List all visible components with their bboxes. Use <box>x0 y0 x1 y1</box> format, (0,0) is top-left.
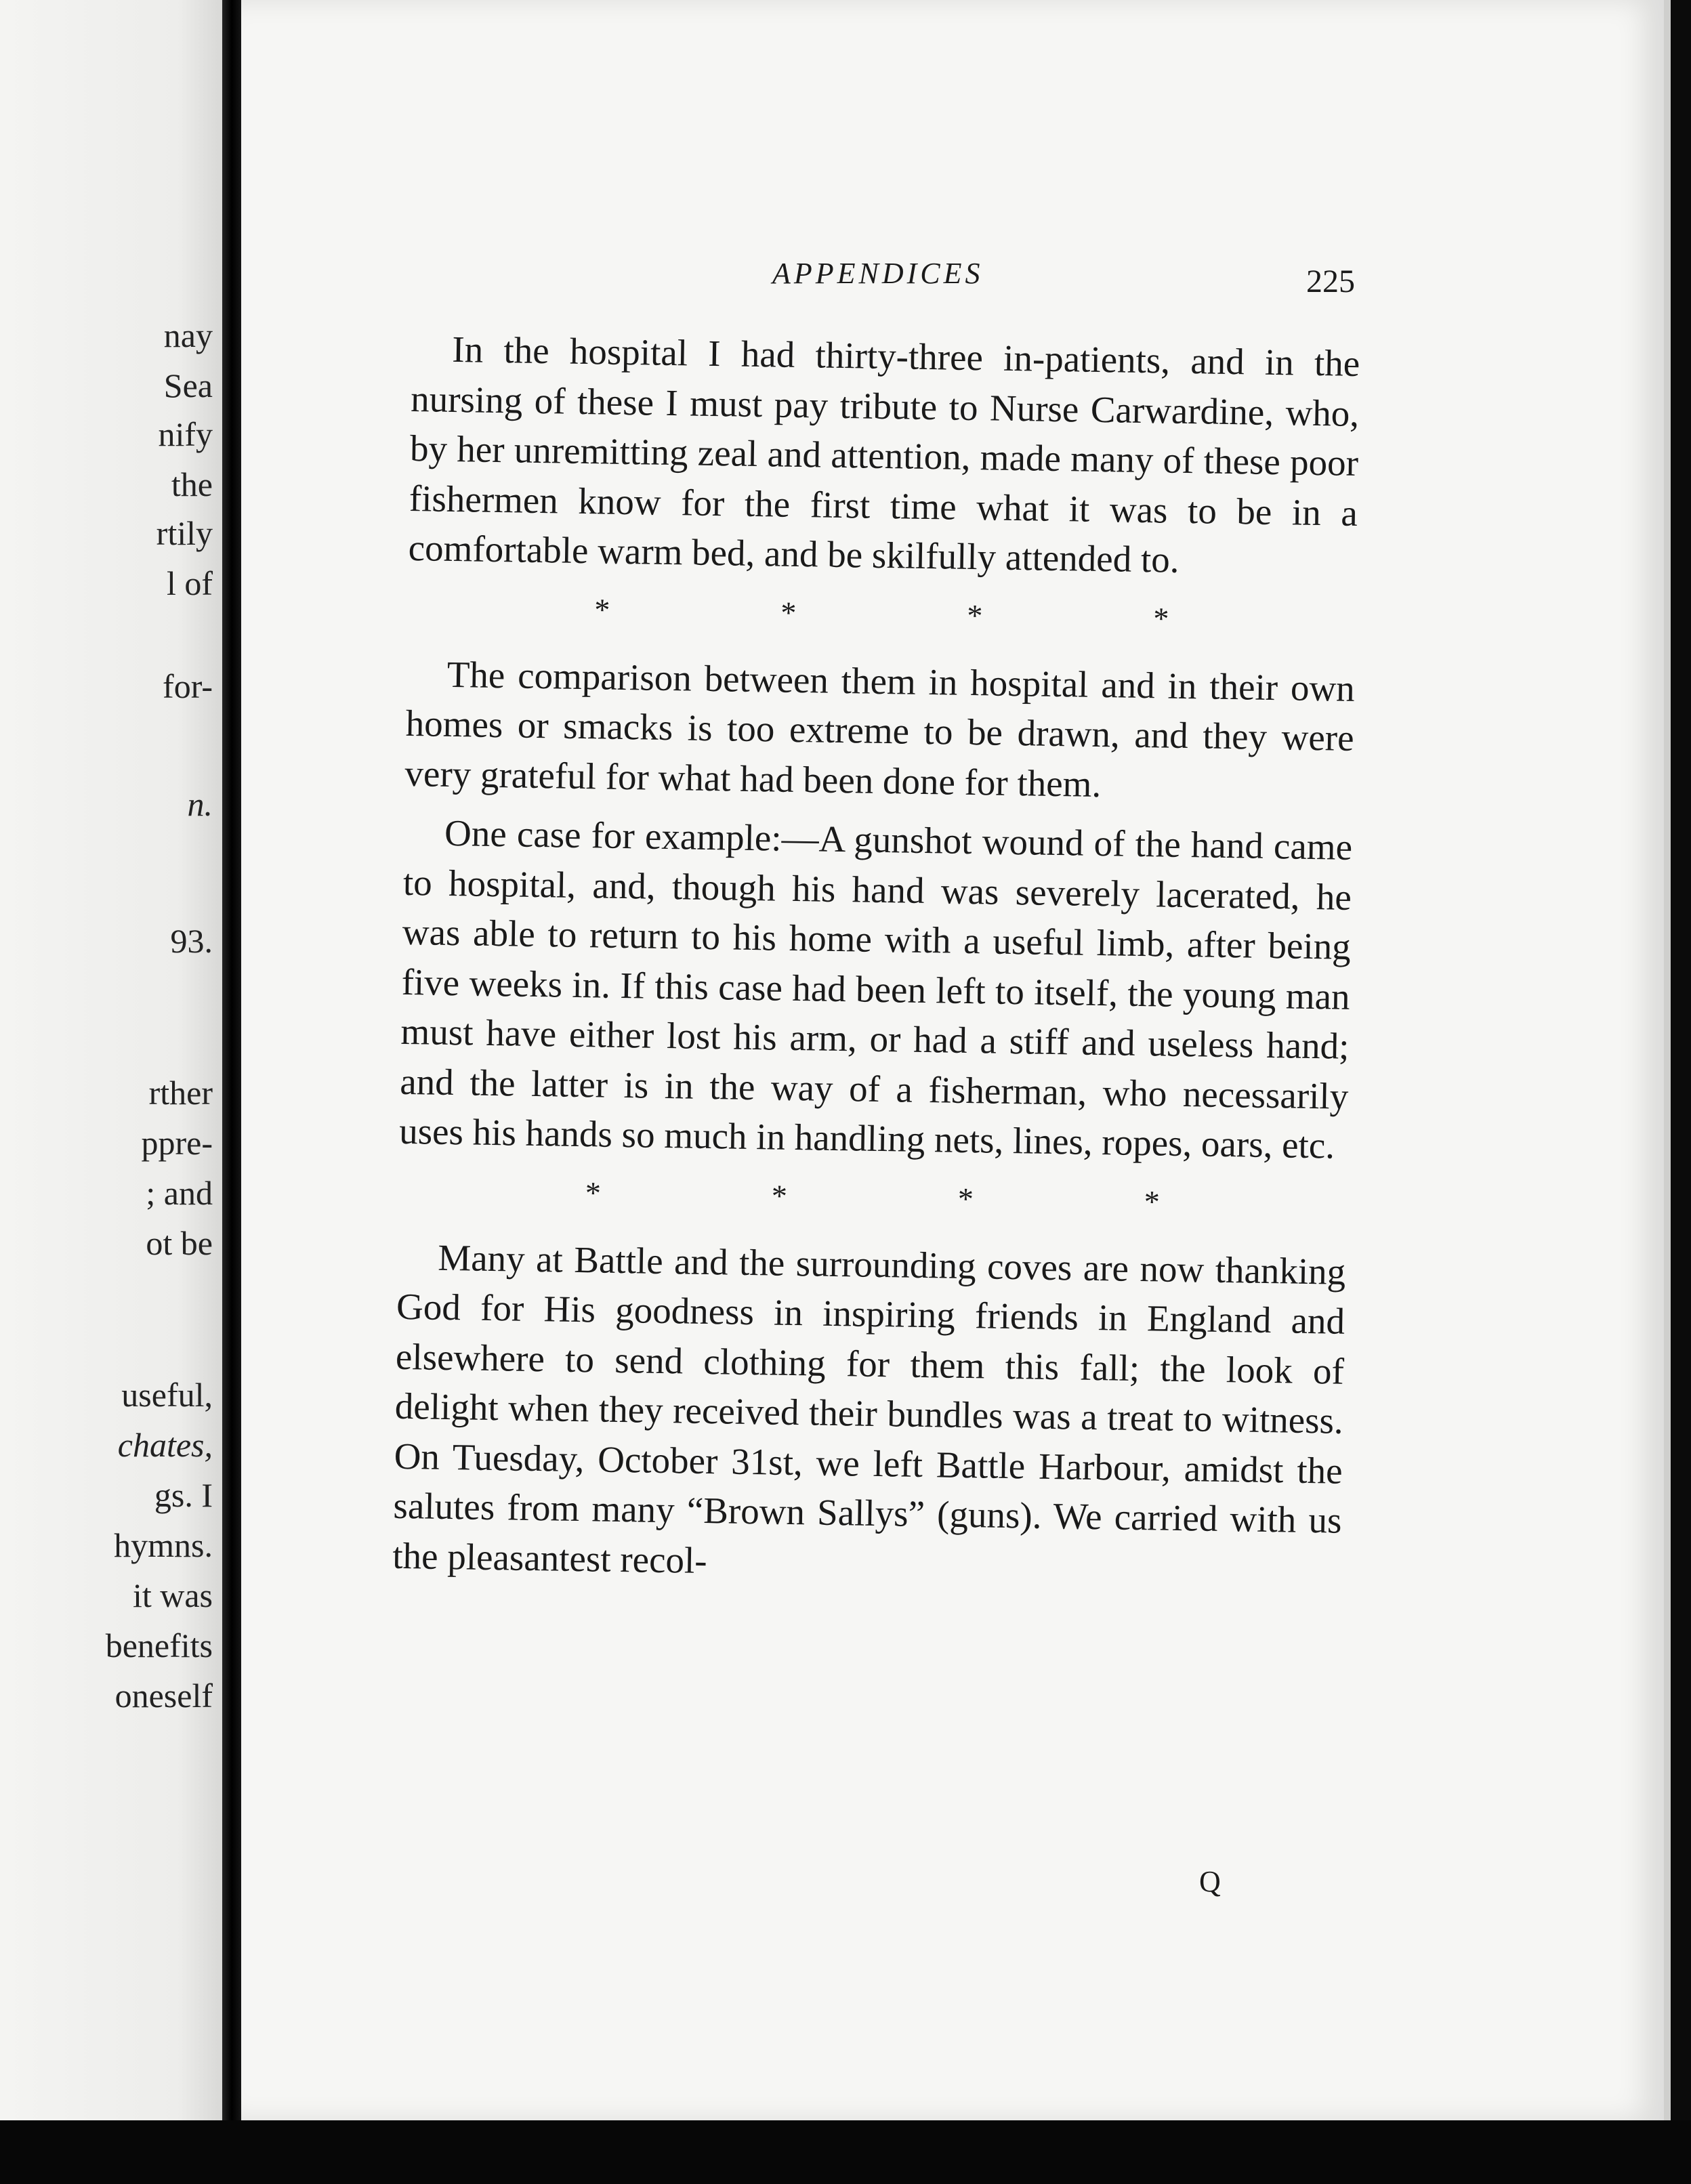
left-text-fragment: 93. <box>170 922 213 960</box>
book-gutter <box>222 0 241 2184</box>
left-text-fragment: l of <box>166 564 213 602</box>
left-text-fragment: for- <box>163 667 213 705</box>
left-text-fragment: ot be <box>146 1224 213 1262</box>
page-number: 225 <box>1306 264 1355 299</box>
section-separator <box>406 572 1356 663</box>
separator-star: * <box>594 591 610 627</box>
left-text-fragment: the <box>171 465 213 503</box>
page-body <box>392 324 1360 1595</box>
left-text-fragment: benefits <box>105 1626 213 1664</box>
separator-star: * <box>957 1181 974 1216</box>
separator-star: * <box>780 595 797 630</box>
left-text-fragment: it was <box>132 1576 213 1614</box>
left-text-fragment: ppre- <box>141 1124 213 1162</box>
body-paragraph: The comparison between them in hospital and in their own homes or smacks is too extreme to be drawn, and they were very grateful for what had been done for them. <box>404 653 1356 805</box>
left-text-fragment: nify <box>158 415 213 453</box>
left-text-fragment: nay <box>163 316 213 354</box>
left-text-fragment: oneself <box>114 1677 213 1715</box>
body-paragraph: Many at Battle and the surrounding coves are now thanking God for His goodness in inspiring friends in England and elsewhere to send clothing for them this fall; the look of delight when they received their bundles was a treat to witness. On Tuesday, October 31st, we left Battle Harbour, amidst the salutes from many “Brown Sallys” (guns). We carried with us the pleasantest recol- <box>392 1236 1346 1581</box>
left-text-fragment: ; and <box>146 1174 213 1212</box>
left-text-fragment: rtily <box>156 514 213 552</box>
body-paragraph: One case for example:—A gunshot wound of the hand came to hospital, and, though his hand was severely lacerated, he was able to return to his home with a useful limb, after being five weeks in. If this case had been left to itself, the young man must have either lost his arm, or had a stiff and useless hand; and the latter is in the way of a fisherman, who necessarily uses his hands so much in handling nets, lines, ropes, oars, etc. <box>398 812 1353 1167</box>
separator-star: * <box>966 597 983 633</box>
separator-star: * <box>771 1178 788 1213</box>
left-page-edge <box>0 0 222 2184</box>
body-paragraph: In the hospital I had thirty-three in-patients, and in the nursing of these I must pay tribute to Nurse Carwardine, who, by her unremitting zeal and attention, made many of these poor fishermen know for the first time what it was to be in a comfortable warm bed, and be skilfully attended to. <box>408 328 1360 581</box>
left-text-fragment: gs. I <box>154 1476 213 1514</box>
separator-star: * <box>585 1175 602 1211</box>
left-text-fragment: Sea <box>163 366 213 404</box>
separator-star: * <box>1152 600 1169 636</box>
signature-mark: Q <box>1199 1865 1221 1898</box>
left-text-fragment: rther <box>148 1074 213 1112</box>
running-head: APPENDICES <box>772 257 984 290</box>
left-text-fragment: chates, <box>117 1426 213 1464</box>
scan-border <box>0 2120 1691 2184</box>
left-text-fragment: n. <box>187 785 213 823</box>
left-text-fragment: hymns. <box>114 1526 213 1564</box>
left-text-fragment: useful, <box>121 1376 213 1414</box>
section-separator <box>398 1156 1348 1246</box>
separator-star: * <box>1144 1183 1161 1219</box>
